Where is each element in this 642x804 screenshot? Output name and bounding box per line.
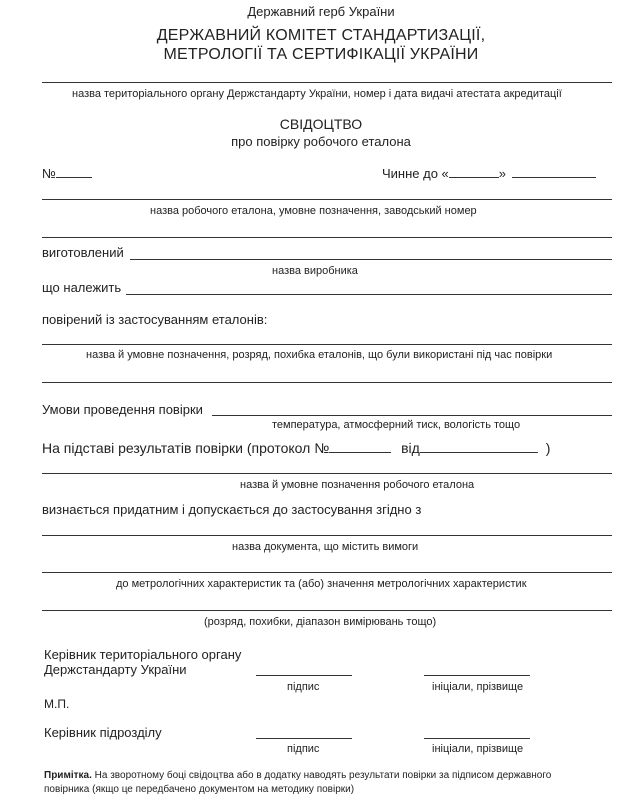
number-field[interactable] — [42, 166, 92, 181]
etalon-name-caption: назва робочого еталона, умовне позначення, заводський номер — [150, 205, 477, 217]
organ-line[interactable] — [42, 82, 612, 83]
division-initials-caption: ініціали, прізвище — [432, 743, 524, 755]
belongs-line[interactable] — [126, 294, 612, 295]
range-caption: (розряд, похибки, діапазон вимірювань тощо) — [204, 616, 437, 628]
document-subtitle: про повірку робочого еталона — [231, 134, 411, 149]
valid-until-close: » — [498, 166, 507, 181]
head-title-line2: Держстандарту України — [44, 662, 187, 677]
etalon-line-2[interactable] — [42, 473, 612, 474]
valid-until-label: Чинне до « — [382, 166, 449, 181]
head-initials-line[interactable] — [424, 675, 530, 676]
division-initials-line[interactable] — [424, 738, 530, 739]
stamp-label: М.П. — [44, 697, 70, 711]
made-by-line[interactable] — [130, 259, 612, 260]
emblem-caption: Державний герб України — [247, 4, 395, 19]
note-line1 — [44, 770, 551, 781]
verified-label: повірений із застосуванням еталонів: — [42, 312, 268, 327]
valid-until-field[interactable] — [382, 166, 596, 181]
metrology-caption: до метрологічних характеристик та (або) значення метрологічних характеристик — [116, 578, 527, 590]
basis-field[interactable] — [42, 440, 550, 456]
etalons-line[interactable] — [42, 344, 612, 345]
basis-label: На підставі результатів повірки (протокол № — [42, 440, 330, 456]
belongs-label: що належить — [42, 280, 122, 295]
basis-from-label: від — [401, 440, 420, 456]
made-by-label: виготовлений — [42, 245, 124, 260]
etalons-line-2[interactable] — [42, 382, 612, 383]
etalon-name-line-2[interactable] — [42, 237, 612, 238]
etalons-caption: назва й умовне позначення, розряд, похибка еталонів, що були використані під час повірки — [86, 349, 553, 361]
document-caption: назва документа, що містить вимоги — [232, 541, 419, 553]
fit-label: визнається придатним і допускається до застосування згідно з — [42, 502, 422, 517]
conditions-label: Умови проведення повірки — [42, 402, 203, 417]
head-signature-caption: підпис — [287, 681, 320, 693]
etalon-caption-2: назва й умовне позначення робочого еталона — [240, 479, 475, 491]
made-by-caption: назва виробника — [272, 265, 358, 277]
organ-caption: назва територіального органу Держстандарту України, номер і дата видачі атестата акредитації — [72, 88, 562, 100]
head-title-line1: Керівник територіального органу — [44, 647, 242, 662]
division-signature-line[interactable] — [256, 738, 352, 739]
division-head-label: Керівник підрозділу — [44, 725, 162, 740]
conditions-caption: температура, атмосферний тиск, вологість тощо — [272, 419, 521, 431]
document-title: СВІДОЦТВО — [279, 116, 363, 132]
head-signature-line[interactable] — [256, 675, 352, 676]
metrology-line[interactable] — [42, 572, 612, 573]
etalon-name-line[interactable] — [42, 199, 612, 200]
division-signature-caption: підпис — [287, 743, 320, 755]
note-text-1: На зворотному боці свідоцтва або в додатку наводять результати повірки за підписом державного — [94, 770, 552, 781]
number-label: № — [42, 166, 56, 181]
document-line[interactable] — [42, 535, 612, 536]
committee-title-line2: МЕТРОЛОГІЇ ТА СЕРТИФІКАЦІЇ УКРАЇНИ — [163, 46, 479, 63]
committee-title-line1: ДЕРЖАВНИЙ КОМІТЕТ СТАНДАРТИЗАЦІЇ, — [156, 27, 486, 44]
note-text-2: повірника (якщо це передбачено документом на методику повірки) — [44, 784, 355, 795]
head-initials-caption: ініціали, прізвище — [432, 681, 524, 693]
note-label: Примітка. — [44, 770, 92, 781]
conditions-line[interactable] — [212, 415, 612, 416]
range-line[interactable] — [42, 610, 612, 611]
basis-close: ) — [545, 440, 551, 456]
